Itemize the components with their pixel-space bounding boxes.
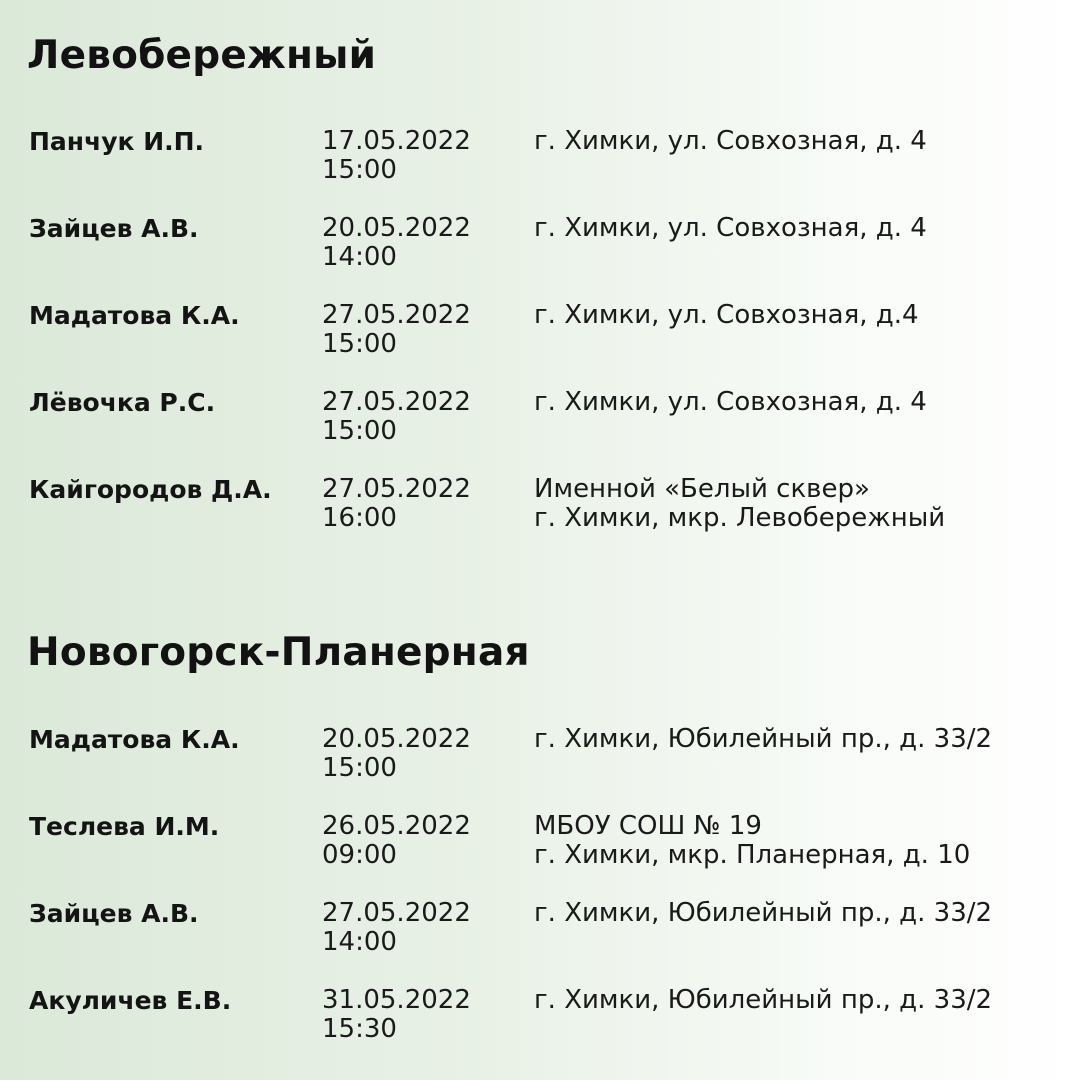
event-date: 31.05.2022 <box>322 985 471 1015</box>
schedule-row <box>0 127 1080 207</box>
event-date: 27.05.2022 <box>322 300 471 330</box>
address-line-2: г. Химки, мкр. Планерная, д. 10 <box>534 840 971 870</box>
event-date: 26.05.2022 <box>322 811 471 841</box>
address-line-2: г. Химки, мкр. Левобережный <box>534 503 946 533</box>
event-time: 15:00 <box>322 753 397 783</box>
address-line-1: г. Химки, ул. Совхозная, д. 4 <box>534 387 927 417</box>
schedule-row <box>0 986 1080 1066</box>
person-name: Зайцев А.В. <box>29 899 199 928</box>
event-time: 15:30 <box>322 1014 397 1044</box>
person-name: Лёвочка Р.С. <box>29 388 216 417</box>
event-date: 27.05.2022 <box>322 898 471 928</box>
event-time: 09:00 <box>322 840 397 870</box>
event-time: 16:00 <box>322 503 397 533</box>
event-date: 20.05.2022 <box>322 213 471 243</box>
schedule-row <box>0 475 1080 555</box>
address-line-1: г. Химки, ул. Совхозная, д. 4 <box>534 213 927 243</box>
section-title: Левобережный <box>27 33 377 78</box>
schedule-row <box>0 725 1080 805</box>
person-name: Зайцев А.В. <box>29 214 199 243</box>
event-time: 15:00 <box>322 329 397 359</box>
event-time: 15:00 <box>322 416 397 446</box>
person-name: Панчук И.П. <box>29 127 205 156</box>
schedule-row <box>0 899 1080 979</box>
address-line-1: Именной «Белый сквер» <box>534 474 870 504</box>
address-line-1: МБОУ СОШ № 19 <box>534 811 762 841</box>
event-time: 14:00 <box>322 242 397 272</box>
schedule-row <box>0 388 1080 468</box>
person-name: Кайгородов Д.А. <box>29 475 272 504</box>
address-line-1: г. Химки, Юбилейный пр., д. 33/2 <box>534 724 993 754</box>
person-name: Мадатова К.А. <box>29 725 240 754</box>
event-date: 27.05.2022 <box>322 474 471 504</box>
event-date: 20.05.2022 <box>322 724 471 754</box>
person-name: Акуличев Е.В. <box>29 986 232 1015</box>
event-date: 27.05.2022 <box>322 387 471 417</box>
event-time: 14:00 <box>322 927 397 957</box>
section-title: Новогорск-Планерная <box>27 630 530 675</box>
schedule-row <box>0 301 1080 381</box>
person-name: Теслева И.М. <box>29 812 220 841</box>
person-name: Мадатова К.А. <box>29 301 240 330</box>
address-line-1: г. Химки, ул. Совхозная, д. 4 <box>534 126 927 156</box>
address-line-1: г. Химки, Юбилейный пр., д. 33/2 <box>534 985 993 1015</box>
schedule-row <box>0 214 1080 294</box>
schedule-row <box>0 812 1080 892</box>
address-line-1: г. Химки, ул. Совхозная, д.4 <box>534 300 919 330</box>
event-date: 17.05.2022 <box>322 126 471 156</box>
address-line-1: г. Химки, Юбилейный пр., д. 33/2 <box>534 898 993 928</box>
event-time: 15:00 <box>322 155 397 185</box>
